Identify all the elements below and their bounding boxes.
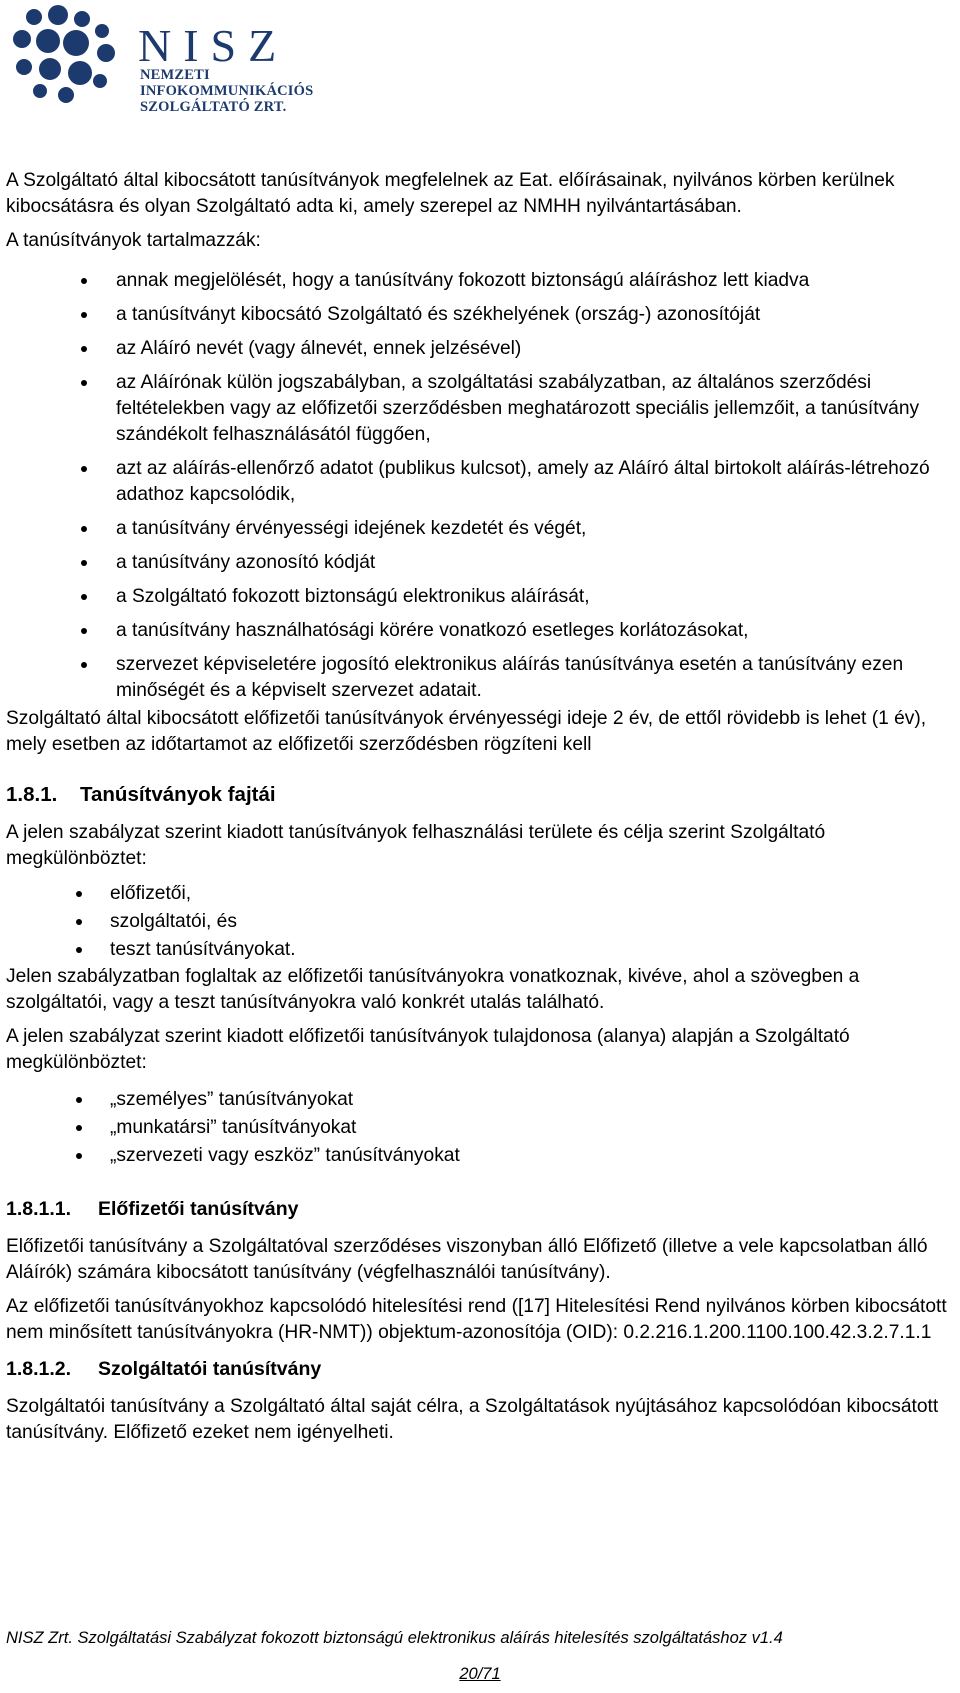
bullet-icon (76, 891, 82, 897)
bullet-icon (81, 594, 87, 600)
section-paragraph: Az előfizetői tanúsítványokhoz kapcsolódó hitelesítési rend ([17] Hitelesítési Rend nyilvános körben kibocsátott nem minősített tanúsítványokra (HR-NMT)) objektum-azonosítója (OID): 0.2.216.1.200.1100.100.42.3.2.7.1.1 (6, 1296, 947, 1343)
list-item: az Aláírónak külön jogszabályban, a szolgáltatási szabályzatban, az általános szerződési feltételekben vagy az előfizetői szerződésben meghatározott speciális jellemzőit, a tanúsítvány szándékolt felhasználásától függően, (6, 370, 956, 448)
logo-subtitle-line1: NEMZETI INFOKOMMUNIKÁCIÓS (140, 67, 314, 99)
list-item: az Aláíró nevét (vagy álnevét, ennek jelzésével) (6, 336, 956, 362)
section-heading-1-8-1: 1.8.1. Tanúsítványok fajtái (6, 783, 276, 806)
list-item: szervezet képviseletére jogosító elektronikus aláírás tanúsítványa esetén a tanúsítvány ezen minőségét és a képviselt szervezet adatait. (6, 652, 956, 704)
list-item: szolgáltatói, és (6, 908, 956, 936)
bullet-icon (81, 312, 87, 318)
section-paragraph: A jelen szabályzat szerint kiadott tanúsítványok felhasználási területe és célja szerint Szolgáltató megkülönböztet: (6, 822, 826, 869)
validity-paragraph: Szolgáltató által kibocsátott előfizetői tanúsítványok érvényességi ideje 2 év, de ettől rövidebb is lehet (1 év), mely esetben az időtartamot az előfizetői szerződésben rögzíteni kell (6, 708, 927, 755)
certificate-contents-list (6, 268, 956, 704)
section-paragraph: A jelen szabályzat szerint kiadott előfizetői tanúsítványok tulajdonosa (alanya) alapján a Szolgáltató megkülönböztet: (6, 1026, 850, 1073)
nisz-logo (10, 5, 370, 115)
section-heading-1-8-1-2: 1.8.1.2. Szolgáltatói tanúsítvány (6, 1358, 322, 1380)
list-item: a tanúsítványt kibocsátó Szolgáltató és székhelyének (ország-) azonosítóját (6, 302, 956, 328)
certificate-types-list (6, 880, 956, 964)
bullet-icon (81, 526, 87, 532)
logo-name: NISZ (138, 20, 289, 71)
list-item: annak megjelölését, hogy a tanúsítvány fokozott biztonságú aláíráshoz lett kiadva (6, 268, 956, 294)
bullet-icon (81, 466, 87, 472)
list-item: a tanúsítvány érvényességi idejének kezdetét és végét, (6, 516, 956, 542)
list-item: azt az aláírás-ellenőrző adatot (publikus kulcsot), amely az Aláíró által birtokolt aláírás-létrehozó adathoz kapcsolódik, (6, 456, 956, 508)
logo-subtitle-line2: SZOLGÁLTATÓ ZRT. (140, 99, 287, 115)
bullet-icon (76, 947, 82, 953)
bullet-icon (76, 919, 82, 925)
bullet-icon (81, 560, 87, 566)
bullet-icon (81, 278, 87, 284)
bullet-icon (76, 1153, 82, 1159)
nisz-dots-logo-icon (10, 5, 122, 105)
bullet-icon (81, 628, 87, 634)
list-item: „szervezeti vagy eszköz” tanúsítványokat (6, 1142, 956, 1170)
bullet-icon (76, 1125, 82, 1131)
logo-subtitle (140, 67, 370, 115)
list-item: a tanúsítvány használhatósági körére vonatkozó esetleges korlátozásokat, (6, 618, 956, 644)
bullet-icon (76, 1097, 82, 1103)
section-paragraph: Jelen szabályzatban foglaltak az előfizetői tanúsítványokra vonatkoznak, kivéve, ahol a szövegben a szolgáltatói, vagy a teszt tanúsítványokra való konkrét utalás található. (6, 966, 860, 1013)
footer-document-title: NISZ Zrt. Szolgáltatási Szabályzat fokozott biztonságú elektronikus aláírás hitelesítés szolgáltatáshoz v1.4 (6, 1629, 783, 1647)
list-item: teszt tanúsítványokat. (6, 936, 956, 964)
list-item: „személyes” tanúsítványokat (6, 1086, 956, 1114)
document-body (6, 168, 956, 1446)
bullet-icon (81, 346, 87, 352)
certificate-owner-types-list (6, 1086, 956, 1170)
section-paragraph: Szolgáltatói tanúsítvány a Szolgáltató által saját célra, a Szolgáltatások nyújtásához kapcsolódóan kibocsátott tanúsítvány. Előfizető ezeket nem igényelheti. (6, 1396, 939, 1443)
intro-paragraph: A Szolgáltató által kibocsátott tanúsítványok megfelelnek az Eat. előírásainak, nyilvános körben kerülnek kibocsátásra és olyan Szolgáltató adta ki, amely szerepel az NMHH nyilvántartásában. (6, 170, 895, 217)
page-number: 20/71 (459, 1665, 501, 1683)
section-paragraph: Előfizetői tanúsítvány a Szolgáltatóval szerződéses viszonyban álló Előfizető (illetve a vele kapcsolatban álló Aláírók) számára kibocsátott tanúsítvány (végfelhasználói tanúsítvány). (6, 1236, 928, 1283)
list-item: „munkatársi” tanúsítványokat (6, 1114, 956, 1142)
list-item: a tanúsítvány azonosító kódját (6, 550, 956, 576)
intro-list-lead: A tanúsítványok tartalmazzák: (6, 230, 261, 251)
list-item: előfizetői, (6, 880, 956, 908)
bullet-icon (81, 380, 87, 386)
bullet-icon (81, 662, 87, 668)
section-heading-1-8-1-1: 1.8.1.1. Előfizetői tanúsítvány (6, 1198, 299, 1220)
list-item: a Szolgáltató fokozott biztonságú elektronikus aláírását, (6, 584, 956, 610)
